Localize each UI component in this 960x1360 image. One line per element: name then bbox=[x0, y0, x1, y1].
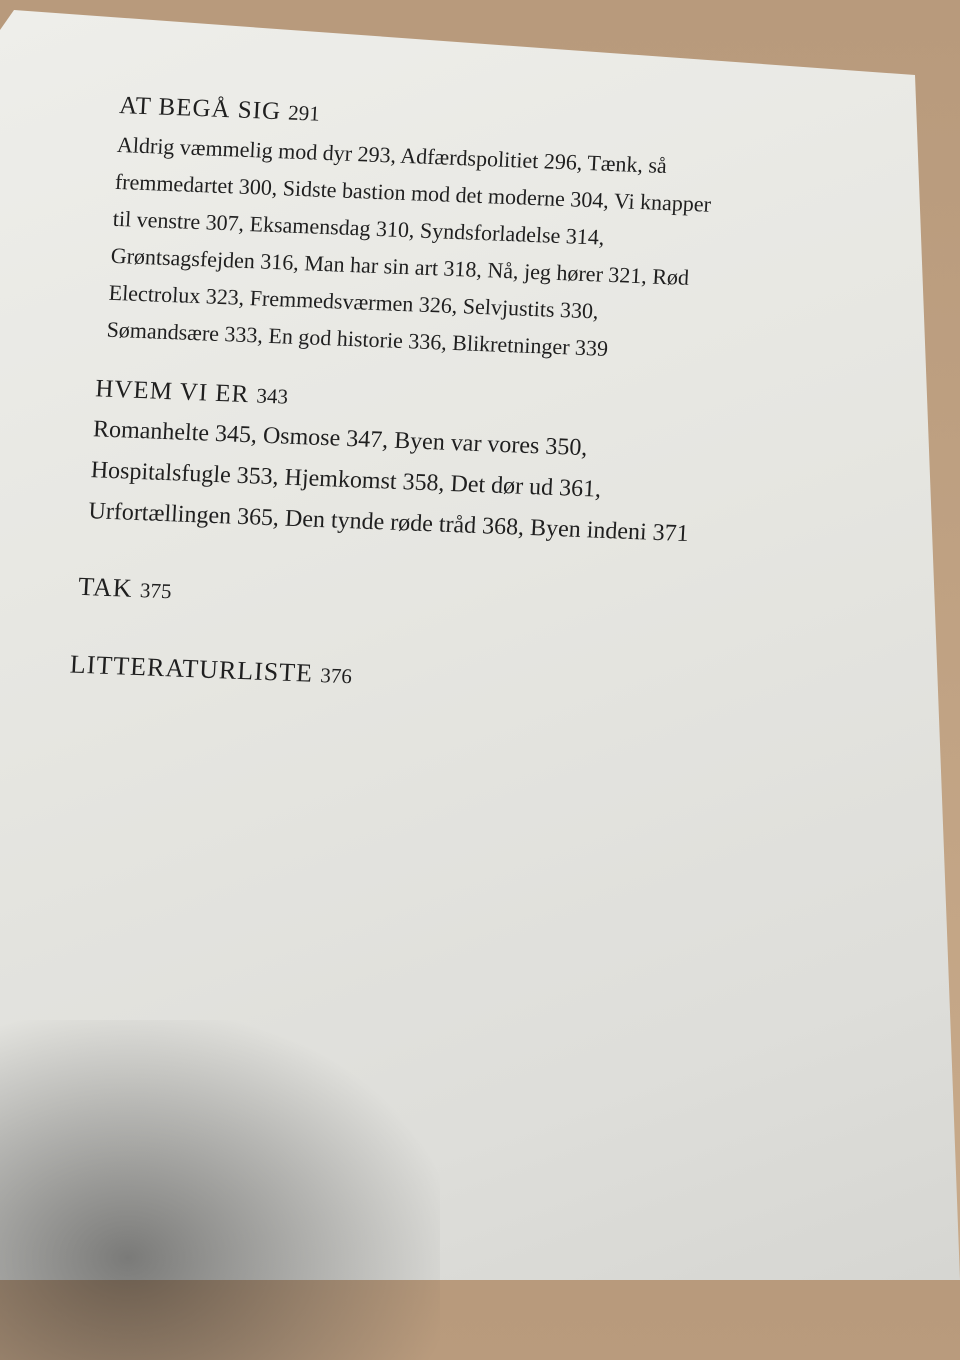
toc-section-hvem-vi-er bbox=[87, 375, 823, 560]
entry-line: Grøntsagsfejden 316, Man har sin art 318, Nå, jeg hører 321, Rød bbox=[110, 242, 690, 290]
entry-line: Electrolux 323, Fremmedsværmen 326, Selvjustits 330, bbox=[108, 279, 600, 324]
entry-line: Sømandsære 333, En god historie 336, Blikretninger 339 bbox=[106, 316, 609, 361]
section-title: HVEM VI ER bbox=[94, 375, 251, 409]
entry-line: Romanhelte 345, Osmose 347, Byen var vores 350, bbox=[92, 416, 589, 462]
entry-line: Aldrig væmmelig mod dyr 293, Adfærdspolitiet 296, Tænk, så bbox=[116, 131, 668, 179]
section-page-number: 343 bbox=[255, 383, 289, 409]
section-title: AT BEGÅ SIG bbox=[118, 92, 282, 126]
entry-line: Hospitalsfugle 353, Hjemkomst 358, Det dør ud 361, bbox=[90, 457, 602, 503]
section-page-number: 375 bbox=[139, 578, 173, 604]
entry-line: fremmedartet 300, Sidste bastion mod det moderne 304, Vi knapper bbox=[114, 168, 712, 217]
section-page-number: 291 bbox=[287, 100, 321, 126]
section-heading bbox=[77, 572, 812, 630]
entry-list bbox=[87, 409, 821, 560]
section-title: LITTERATURLISTE bbox=[69, 649, 314, 688]
entry-list bbox=[106, 126, 838, 375]
toc-section-at-bega-sig bbox=[106, 92, 840, 375]
table-of-contents bbox=[69, 92, 840, 714]
toc-section-tak bbox=[77, 572, 812, 630]
entry-line: Urfortællingen 365, Den tynde røde tråd 368, Byen indeni 371 bbox=[87, 498, 690, 548]
entry-line: til venstre 307, Eksamensdag 310, Syndsforladelse 314, bbox=[112, 205, 606, 250]
section-title: TAK bbox=[77, 571, 134, 603]
section-page-number: 376 bbox=[319, 663, 353, 689]
